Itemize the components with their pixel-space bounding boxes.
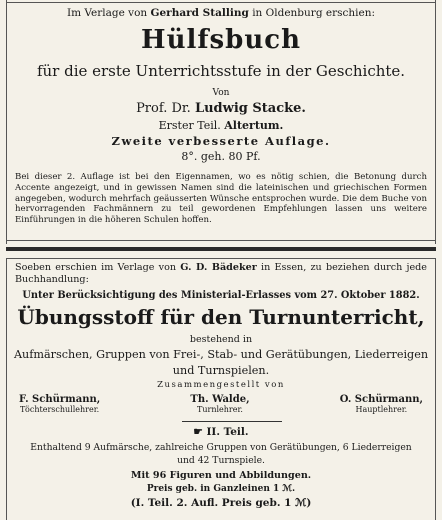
author-role: Töchterschullehrer. — [20, 405, 100, 414]
publisher-name-2: G. D. Bädeker — [180, 262, 257, 273]
compiled-by-label: Zusammengestellt von — [157, 380, 285, 390]
author-name: O. Schürmann, — [339, 394, 423, 405]
separator-line — [182, 421, 282, 422]
book-title: Hülfsbuch — [141, 25, 301, 55]
author-name: Th. Walde, — [190, 394, 250, 405]
advertisement-uebungsstoff — [6, 258, 436, 520]
author-line — [7, 101, 435, 116]
description-line-1: Aufmärschen, Gruppen von Frei-, Stab- und Gerätübungen, Liederreigen — [13, 348, 429, 361]
publisher-line-post: in Oldenburg erschien: — [252, 7, 376, 19]
description-line-2: und Turnspielen. — [172, 364, 270, 377]
description-paragraph: Bei dieser 2. Auflage ist bei den Eigennamen, wo es nötig schien, die Betonung durch Accente angezeigt, und in gewissen Namen sind die lateinischen und griechischen Formen angegeben, wodurch mehrfach geäusserten Wünsche entsprochen wurde. Die dem Buche von hervorragenden Fachmännern zu teil gewordenen Empfehlungen lassen uns weitere Einführungen in die höheren Schulen hoffen. — [15, 172, 427, 226]
part-one-note: (I. Teil. 2. Aufl. Preis geb. 1 ℳ) — [130, 497, 312, 509]
price-line-2: Preis geb. in Ganzleinen 1 ℳ. — [146, 484, 296, 494]
publisher-name: Gerhard Stalling — [150, 7, 249, 19]
consisting-label: bestehend in — [189, 334, 253, 345]
part-two-label: II. Teil. — [206, 426, 249, 438]
part-two-line — [7, 426, 435, 438]
top-rule-2 — [7, 258, 435, 259]
author-title: Prof. Dr. — [136, 101, 191, 116]
section-divider — [6, 247, 436, 251]
intro-post: in Essen, zu beziehen durch jede Buchhandlung: — [15, 262, 427, 285]
author-name: Ludwig Stacke. — [194, 101, 306, 116]
price-line: 8°. geh. 80 Pf. — [181, 150, 261, 163]
part-name: Altertum. — [224, 119, 284, 132]
figures-line: Mit 96 Figuren und Abbildungen. — [130, 470, 312, 481]
bottom-rule — [7, 240, 435, 241]
book-subtitle: für die erste Unterrichtsstufe in der Geschichte. — [36, 62, 406, 80]
decree-line: Unter Berücksichtigung des Ministerial-Erlasses vom 27. Oktober 1882. — [22, 290, 420, 301]
part-line — [7, 119, 435, 132]
author-role: Turnlehrer. — [197, 405, 243, 414]
intro-pre: Soeben erschien im Verlage von — [15, 262, 177, 273]
authors-row — [19, 394, 423, 414]
book-title-2: Übungsstoff für den Turnunterricht, — [17, 305, 425, 329]
part-two-description-2: und 42 Turnspiele. — [177, 455, 265, 466]
author-th-walde — [190, 394, 249, 414]
intro-line — [7, 262, 435, 286]
author-role: Hauptlehrer. — [355, 405, 408, 414]
author-f-schuermann — [19, 394, 100, 414]
publisher-line-pre: Im Verlage von — [66, 7, 148, 19]
pointing-hand-icon: ☛ — [193, 426, 203, 438]
advertisement-huelfsbuch — [6, 0, 436, 244]
by-label: Von — [212, 88, 230, 98]
top-rule — [7, 2, 435, 3]
part-label: Erster Teil. — [158, 119, 221, 132]
author-name: F. Schürmann, — [19, 394, 101, 405]
edition-line: Zweite verbesserte Auflage. — [111, 134, 331, 148]
publisher-line — [7, 7, 435, 19]
part-two-description-1: Enthaltend 9 Aufmärsche, zahlreiche Gruppen von Gerätübungen, 6 Liederreigen — [30, 442, 412, 453]
author-o-schuermann — [340, 394, 423, 414]
